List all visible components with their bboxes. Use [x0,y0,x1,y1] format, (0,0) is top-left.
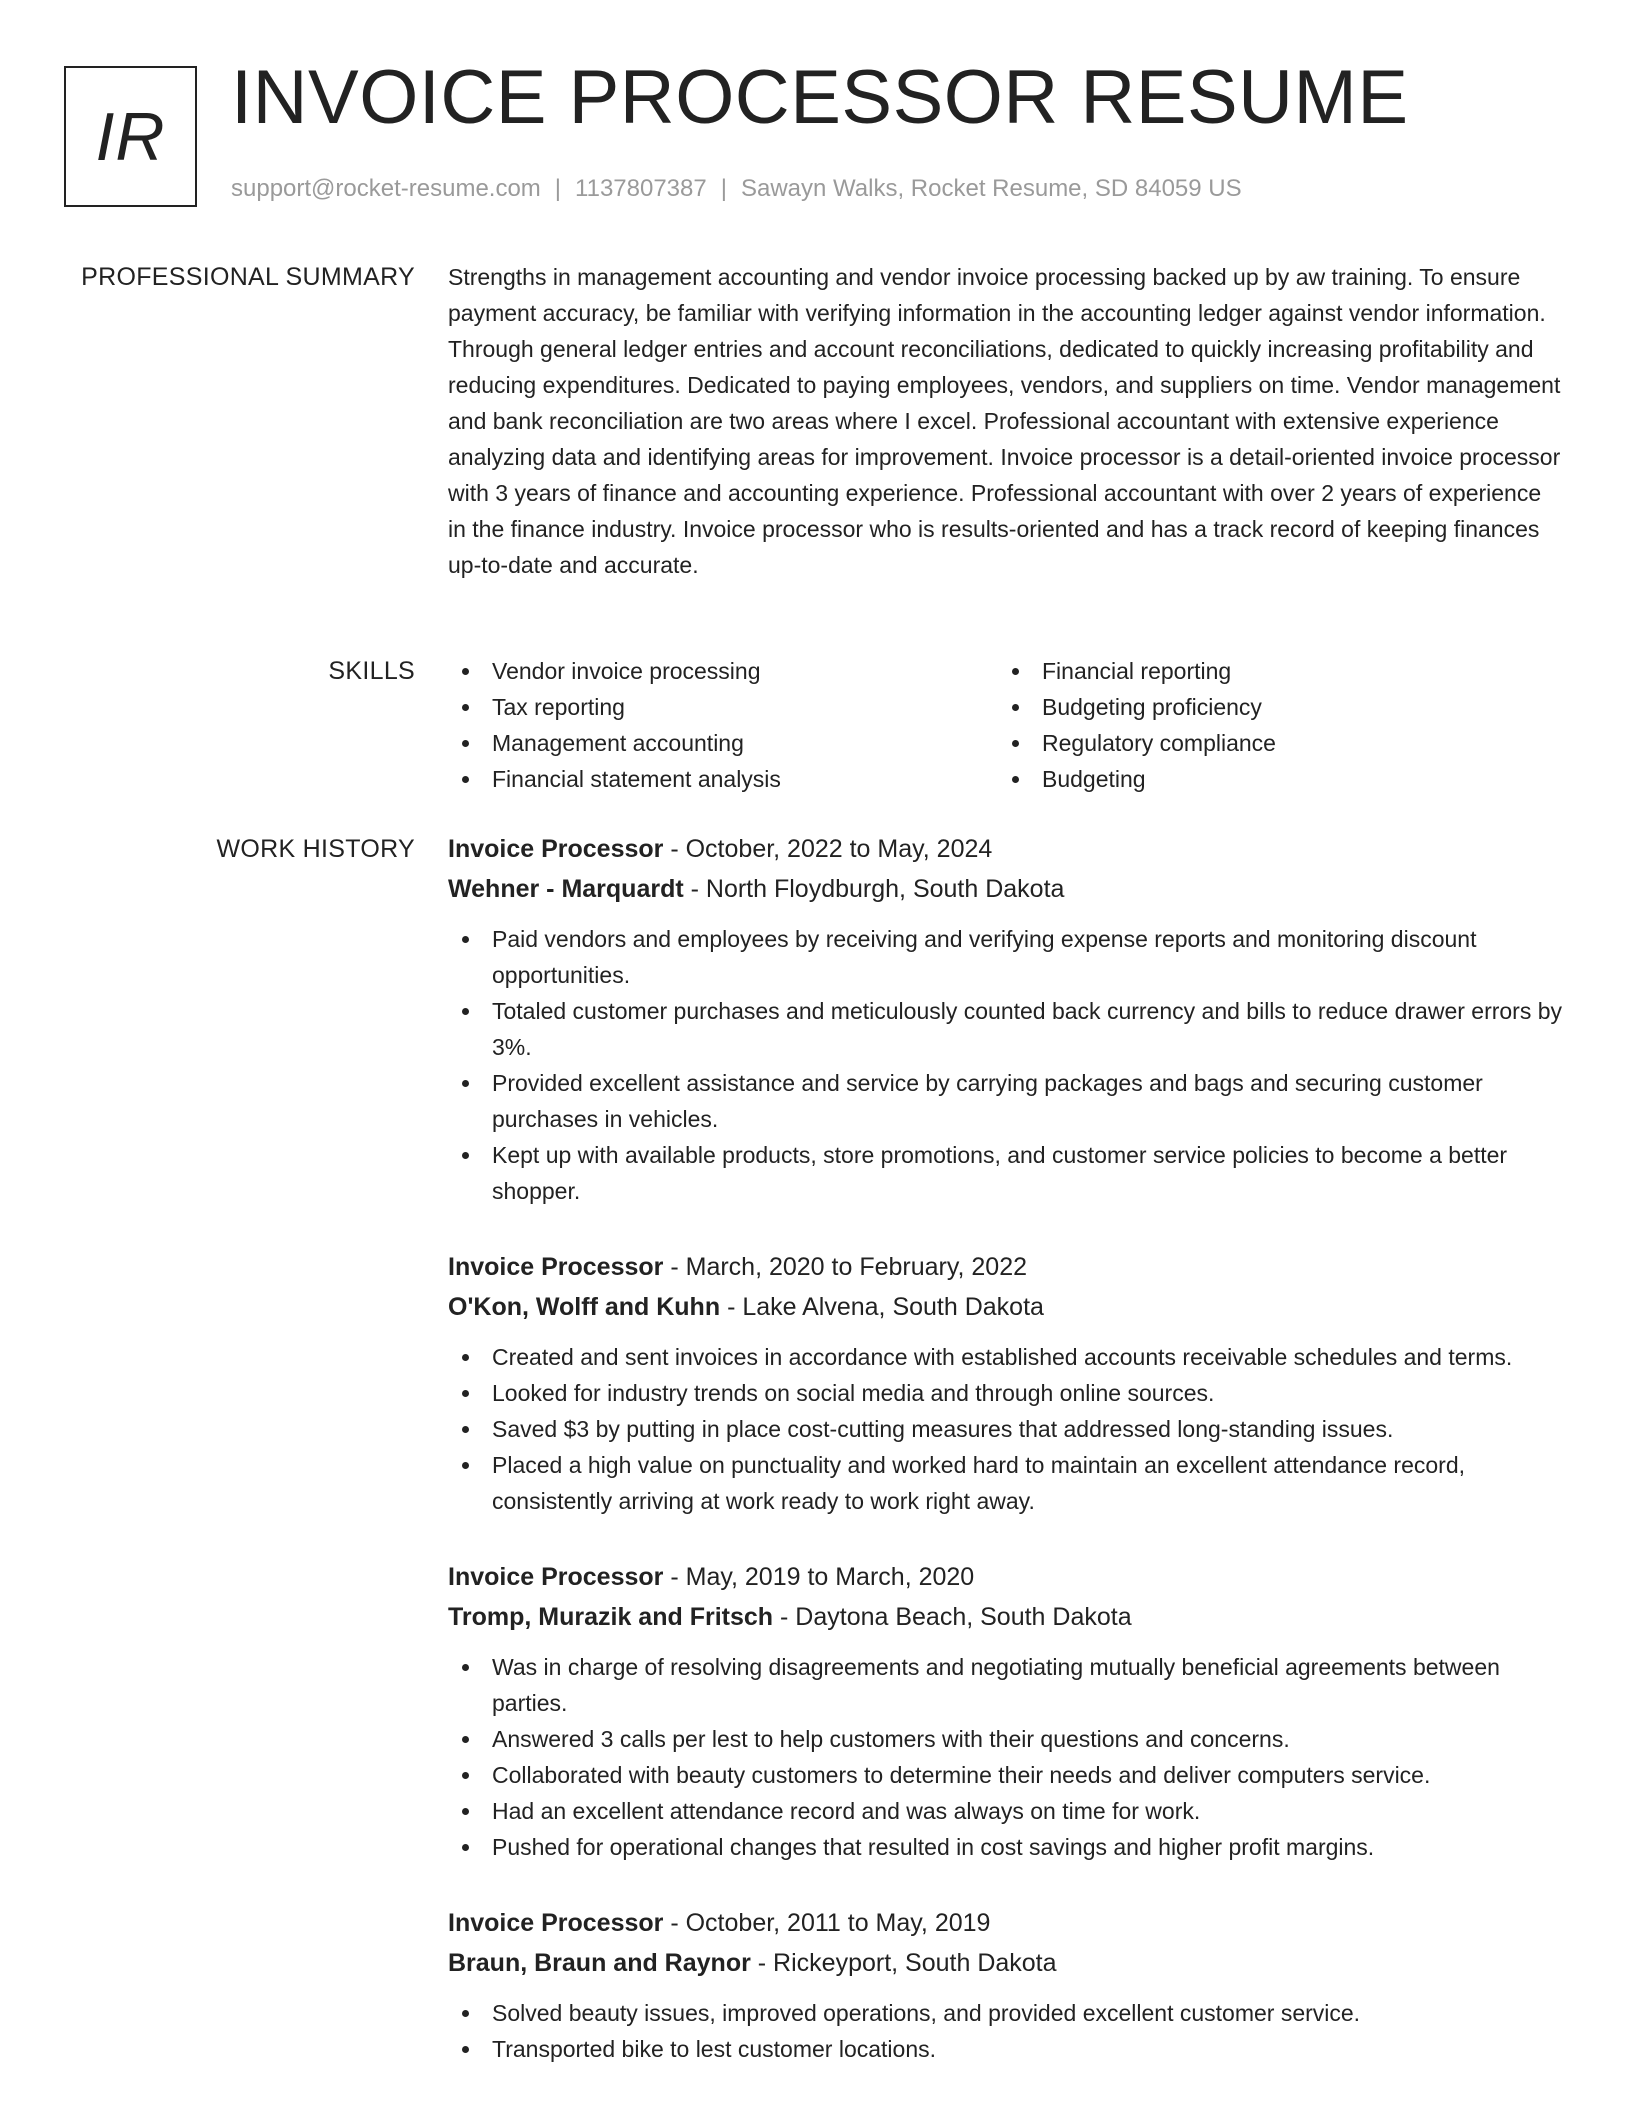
job-title-line [448,1903,1563,1943]
page-title: INVOICE PROCESSOR RESUME [231,55,1409,140]
job-company-line [448,1597,1563,1637]
job-role: Invoice Processor [448,1563,664,1591]
job-title-line [448,1247,1563,1287]
job-bullet-list [448,1339,1563,1519]
job-entry [448,829,1563,1209]
job-company: Braun, Braun and Raynor [448,1949,751,1977]
job-bullet: Provided excellent assistance and service by carrying packages and bags and securing customer purchases in vehicles. [448,1065,1563,1137]
job-bullet: Collaborated with beauty customers to determine their needs and deliver computers service. [448,1757,1563,1793]
skills-body [448,653,1563,797]
work-history-body [448,829,1563,2105]
job-bullet: Totaled customer purchases and meticulously counted back currency and bills to reduce drawer errors by 3%. [448,993,1563,1065]
job-dates: - October, 2022 to May, 2024 [670,835,993,863]
job-bullet: Placed a high value on punctuality and worked hard to maintain an excellent attendance record, consistently arriving at work ready to work right away. [448,1447,1563,1519]
skills-column-left [448,653,998,797]
job-location: - Rickeyport, South Dakota [757,1949,1057,1977]
job-bullet: Was in charge of resolving disagreements and negotiating mutually beneficial agreements between parties. [448,1649,1563,1721]
contact-separator: | [554,175,562,202]
skill-item: Tax reporting [448,689,998,725]
job-bullet-list [448,1649,1563,1865]
job-title-line [448,829,1563,869]
job-dates: - March, 2020 to February, 2022 [670,1253,1028,1281]
skill-item: Regulatory compliance [998,725,1548,761]
job-company: O'Kon, Wolff and Kuhn [448,1293,721,1321]
skill-item: Budgeting [998,761,1548,797]
job-company-line [448,1287,1563,1327]
contact-phone: 1137807387 [575,175,707,202]
skill-item: Management accounting [448,725,998,761]
work-history-heading: WORK HISTORY [216,835,415,863]
job-bullet: Answered 3 calls per lest to help customers with their questions and concerns. [448,1721,1563,1757]
job-bullet: Had an excellent attendance record and was always on time for work. [448,1793,1563,1829]
job-bullet: Created and sent invoices in accordance with established accounts receivable schedules and terms. [448,1339,1563,1375]
skills-heading: SKILLS [328,657,415,685]
job-title-line [448,1557,1563,1597]
job-entry [448,1557,1563,1865]
contact-line [231,175,1242,203]
contact-address: Sawayn Walks, Rocket Resume, SD 84059 US [740,175,1242,202]
job-location: - Daytona Beach, South Dakota [780,1603,1132,1631]
job-bullet: Looked for industry trends on social media and through online sources. [448,1375,1563,1411]
job-entry [448,1247,1563,1519]
contact-email: support@rocket-resume.com [231,175,541,202]
skill-item: Vendor invoice processing [448,653,998,689]
skill-item: Financial statement analysis [448,761,998,797]
job-bullet: Kept up with available products, store promotions, and customer service policies to become a better shopper. [448,1137,1563,1209]
job-role: Invoice Processor [448,1253,664,1281]
job-entry [448,1903,1563,2067]
job-location: - North Floydburgh, South Dakota [690,875,1065,903]
contact-separator: | [720,175,727,202]
job-role: Invoice Processor [448,1909,664,1937]
skills-grid [448,653,1563,797]
job-company-line [448,1943,1563,1983]
job-bullet-list [448,1995,1563,2067]
job-company-line [448,869,1563,909]
job-bullet: Solved beauty issues, improved operations, and provided excellent customer service. [448,1995,1563,2031]
summary-heading: PROFESSIONAL SUMMARY [81,263,415,291]
job-bullet: Transported bike to lest customer locations. [448,2031,1563,2067]
job-bullet-list [448,921,1563,1209]
job-company: Tromp, Murazik and Fritsch [448,1603,774,1631]
summary-text: Strengths in management accounting and vendor invoice processing backed up by aw training. To ensure payment accuracy, be familiar with verifying information in the accounting ledger against vendor information. Through general ledger entries and account reconciliations, dedicated to quickly increasing profitability and reducing expenditures. Dedicated to paying employees, vendors, and suppliers on time. Vendor management and bank reconciliation are two areas where I excel. Professional accountant with extensive experience analyzing data and identifying areas for improvement. Invoice processor is a detail-oriented invoice processor with 3 years of finance and accounting experience. Professional accountant with over 2 years of experience in the finance industry. Invoice processor who is results-oriented and has a track record of keeping finances up-to-date and accurate. [448,264,1561,578]
job-location: - Lake Alvena, South Dakota [727,1293,1044,1321]
job-bullet: Saved $3 by putting in place cost-cutting measures that addressed long-standing issues. [448,1411,1563,1447]
skill-item: Financial reporting [998,653,1548,689]
job-dates: - May, 2019 to March, 2020 [670,1563,975,1591]
job-dates: - October, 2011 to May, 2019 [670,1909,991,1937]
job-company: Wehner - Marquardt [448,875,684,903]
skill-item: Budgeting proficiency [998,689,1548,725]
job-bullet: Pushed for operational changes that resulted in cost savings and higher profit margins. [448,1829,1563,1865]
job-role: Invoice Processor [448,835,664,863]
job-bullet: Paid vendors and employees by receiving and verifying expense reports and monitoring discount opportunities. [448,921,1563,993]
summary-body [448,259,1563,583]
monogram-logo: IR [64,66,197,207]
skills-column-right [998,653,1548,797]
